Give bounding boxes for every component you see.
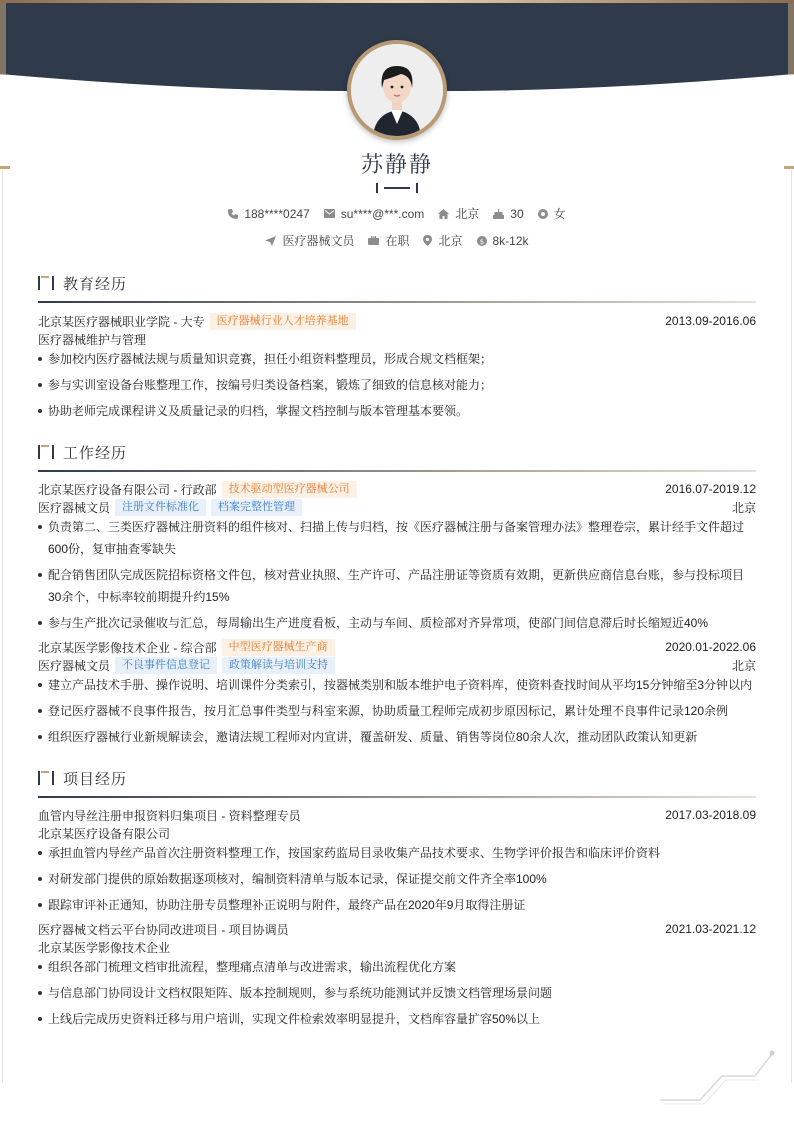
list-item: 参与实训室设备台账整理工作，按编号归类设备档案，锻炼了细致的信息核对能力；	[38, 374, 756, 396]
company-tag: 技术驱动型医疗器械公司	[222, 481, 357, 498]
svg-text:$: $	[479, 237, 484, 246]
list-item: 跟踪审评补正通知，协助注册专员整理补正说明与附件，最终产品在2020年9月取得注册证	[38, 894, 756, 916]
section-bracket-icon	[38, 445, 54, 459]
position-info	[265, 232, 354, 249]
corner-decoration	[660, 1048, 780, 1108]
work-role: 医疗器械文员	[38, 500, 111, 515]
list-item: 与信息部门协同设计文档权限矩阵、版本控制规则，参与系统功能测试并反馈文档管理场景问题	[38, 982, 756, 1004]
project-company: 北京某医学影像技术企业	[38, 940, 171, 955]
school-tag: 医疗器械行业人才培养基地	[210, 313, 356, 330]
project-date: 2017.03-2018.09	[665, 808, 756, 822]
age-info	[493, 207, 523, 221]
mail-icon	[324, 209, 335, 218]
section-bracket-icon	[38, 276, 54, 290]
avatar	[347, 40, 447, 140]
company-title: 北京某医学影像技术企业 - 综合部	[38, 640, 217, 655]
section-divider	[38, 470, 756, 472]
school-title: 北京某医疗器械职业学院 - 大专	[38, 314, 205, 329]
city-text: 北京	[438, 234, 463, 248]
project-entry-header	[38, 920, 756, 938]
location-icon	[423, 235, 432, 246]
education-entry-header	[38, 312, 756, 330]
list-item: 协助老师完成课程讲义及质量记录的归档，掌握文档控制与版本管理基本要领。	[38, 400, 756, 422]
status-info	[368, 232, 409, 249]
gender-info	[538, 205, 566, 222]
company-title: 北京某医疗设备有限公司 - 行政部	[38, 482, 217, 497]
education-major: 医疗器械维护与管理	[38, 332, 147, 347]
position-text: 医疗器械文员	[282, 234, 355, 248]
hometown-text: 北京	[455, 207, 480, 221]
frame-border-right	[791, 170, 792, 1083]
list-item: 参与生产批次记录催收与汇总，每周输出生产进度看板，主动与车间、质检部对齐异常项，使部门间信息滞后时长缩短近40%	[38, 612, 756, 634]
work-role-line	[38, 656, 756, 674]
phone-text: 188****0247	[244, 206, 310, 221]
work-role-line	[38, 498, 756, 516]
education-major-line	[38, 330, 756, 348]
list-item: 组织医疗器械行业新规解读会，邀请法规工程师对内宣讲，覆盖研发、质量、销售等岗位80余人次，推动团队政策认知更新	[38, 726, 756, 748]
skill-tag: 档案完整性管理	[211, 499, 302, 516]
education-section-title: 教育经历	[63, 276, 128, 293]
company-tag: 中型医疗器械生产商	[222, 639, 335, 656]
list-item-text: 负责第二、三类医疗器械注册资料的组件核对、扫描上传与归档，按《医疗器械注册与备案管理办法》整理卷宗，累计经手文件超过	[48, 520, 745, 534]
home-icon	[438, 209, 449, 219]
work-entry-header	[38, 638, 756, 656]
work-section-header	[38, 442, 756, 472]
age-text: 30	[510, 206, 524, 221]
contact-info-row	[0, 205, 794, 222]
cake-icon	[493, 209, 504, 219]
skill-tag: 政策解读与培训支持	[222, 657, 335, 674]
list-item: 对研发部门提供的原始数据逐项核对，编制资料清单与版本记录，保证提交前文件齐全率100%	[38, 868, 756, 890]
gender-text: 女	[553, 207, 566, 221]
work-section-title: 工作经历	[63, 445, 128, 462]
salary-text: 8k-12k	[492, 233, 529, 248]
email-text: su****@***.com	[340, 206, 425, 221]
list-item: 建立产品技术手册、操作说明、培训课件分类索引，按器械类别和版本维护电子资料库，使资料查找时间从平均15分钟缩至3分钟以内	[38, 674, 756, 696]
phone-icon	[228, 209, 238, 219]
briefcase-icon	[368, 236, 379, 245]
phone-info	[228, 207, 309, 221]
work-entry-header	[38, 480, 756, 498]
gender-icon	[538, 209, 548, 219]
city-info	[423, 232, 462, 249]
list-item	[38, 564, 756, 608]
project-company: 北京某医疗设备有限公司	[38, 826, 171, 841]
name-divider	[376, 183, 418, 193]
work-location: 北京	[731, 500, 756, 515]
project-company-line	[38, 824, 756, 842]
money-icon	[477, 236, 487, 246]
send-icon	[265, 236, 276, 246]
list-item: 登记医疗器械不良事件报告，按月汇总事件类型与科室来源，协助质量工程师完成初步原因标记，累计处理不良事件记录120余例	[38, 700, 756, 722]
salary-info	[477, 234, 529, 248]
email-info	[324, 207, 425, 221]
list-item-text: 600份，复审抽查零缺失	[48, 542, 177, 556]
list-item: 组织各部门梳理文档审批流程，整理痛点清单与改进需求，输出流程优化方案	[38, 956, 756, 978]
project-company-line	[38, 938, 756, 956]
education-date: 2013.09-2016.06	[665, 314, 756, 328]
work-date: 2016.07-2019.12	[665, 482, 756, 496]
list-item: 上线后完成历史资料迁移与用户培训，实现文件检索效率明显提升，文档库容量扩容50%以上	[38, 1008, 756, 1030]
projects-section-header	[38, 768, 756, 798]
project-date: 2021.03-2021.12	[665, 922, 756, 936]
project-title: 血管内导丝注册申报资料归集项目 - 资料整理专员	[38, 808, 301, 823]
skill-tag: 不良事件信息登记	[115, 657, 217, 674]
status-text: 在职	[385, 234, 410, 248]
project-entry-header	[38, 806, 756, 824]
education-section-header	[38, 273, 756, 303]
section-bracket-icon	[38, 771, 54, 785]
projects-section-title: 项目经历	[63, 771, 128, 788]
work-location: 北京	[731, 658, 756, 673]
candidate-name: 苏静静	[360, 152, 433, 177]
skill-tag: 注册文件标准化	[115, 499, 206, 516]
list-item-text: 30余个，中标率较前期提升约15%	[48, 590, 230, 604]
section-divider	[38, 796, 756, 798]
avatar-portrait-icon	[351, 44, 443, 136]
frame-border-left	[2, 170, 3, 1083]
hometown-info	[438, 205, 479, 222]
work-date: 2020.01-2022.06	[665, 640, 756, 654]
list-item: 参加校内医疗器械法规与质量知识竞赛，担任小组资料整理员，形成合规文档框架；	[38, 348, 756, 370]
list-item: 承担血管内导丝产品首次注册资料整理工作，按国家药监局目录收集产品技术要求、生物学评价报告和临床评价资料	[38, 842, 756, 864]
job-info-row	[0, 232, 794, 249]
project-title: 医疗器械文档云平台协同改进项目 - 项目协调员	[38, 922, 289, 937]
work-role: 医疗器械文员	[38, 658, 111, 673]
section-divider	[38, 301, 756, 303]
list-item-text: 配合销售团队完成医院招标资格文件包，核对营业执照、生产许可、产品注册证等资质有效期，更新供应商信息台账，参与投标项目	[48, 568, 745, 582]
list-item	[38, 516, 756, 560]
